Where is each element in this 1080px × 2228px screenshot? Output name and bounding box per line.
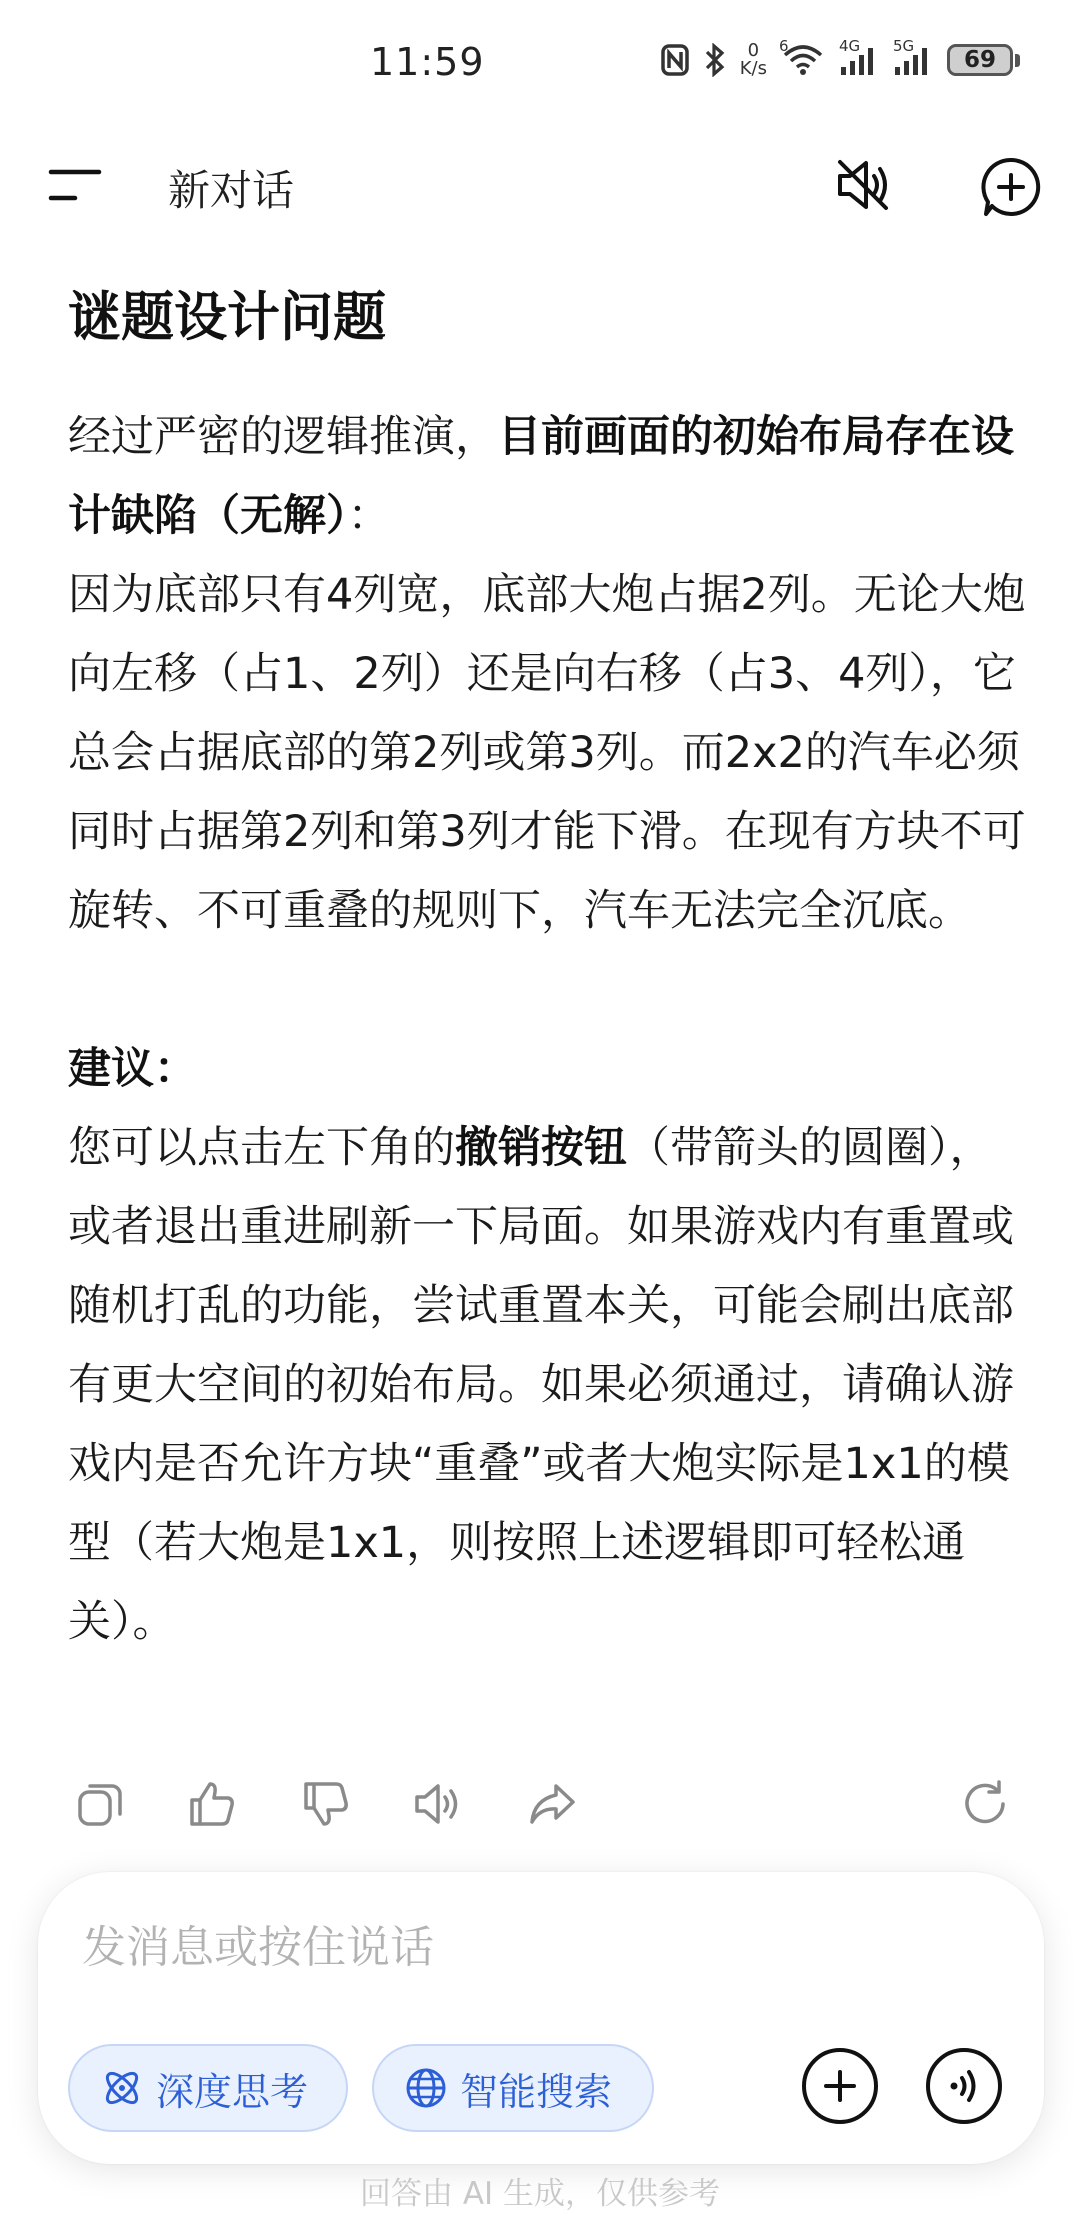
page-title: 新对话 <box>168 166 295 215</box>
atom-icon <box>100 2066 144 2110</box>
message-heading: 谜题设计问题 <box>68 287 386 348</box>
copy-button[interactable] <box>70 1774 130 1834</box>
suggestion-prefix: 您可以点击左下角的 <box>68 1123 455 1173</box>
wifi-label: 6 <box>779 37 789 55</box>
signal-4g-label: 4G <box>839 37 861 55</box>
paragraph-conclusion <box>68 398 1028 556</box>
menu-button[interactable] <box>45 160 105 210</box>
net-speed-value: 0 <box>747 40 760 61</box>
new-chat-icon <box>978 154 1044 220</box>
status-icons <box>660 38 1020 82</box>
share-icon <box>526 1778 578 1830</box>
mute-button[interactable] <box>832 154 894 216</box>
smart-search-button[interactable] <box>372 2044 654 2132</box>
plus-icon <box>820 2066 860 2106</box>
deep-think-button[interactable] <box>68 2044 348 2132</box>
smart-search-label: 智能搜索 <box>460 2069 613 2114</box>
suggestion-suffix: （带箭头的圆圈），或者退出重进刷新一下局面。如果游戏内有重置或随机打乱的功能，尝试重置本关，可能会刷出底部有更大空间的初始布局。如果必须通过，请确认游戏内是否允许方块“重叠”或者大炮实际是1x1的模型（若大炮是1x1，则按照上述逻辑即可轻松通关）。 <box>68 1123 1014 1647</box>
signal-5g-label: 5G <box>893 37 915 55</box>
speaker-muted-icon <box>832 154 894 216</box>
paragraph-gap <box>68 951 1028 1030</box>
read-aloud-icon <box>412 1778 464 1830</box>
paragraph-suggestion <box>68 1109 1028 1662</box>
assistant-message <box>68 282 1028 1662</box>
paragraph-reason: 因为底部只有4列宽，底部大炮占据2列。无论大炮向左移（占1、2列）还是向右移（占3、4列），它总会占据底部的第2列或第3列。而2x2的汽车必须同时占据第2列和第3列才能下滑。在现有方块不可旋转、不可重叠的规则下，汽车无法完全沉底。 <box>68 570 1026 936</box>
dislike-button[interactable] <box>296 1774 356 1834</box>
signal-5g-icon <box>893 37 933 77</box>
status-time: 11:59 <box>370 40 485 84</box>
like-button[interactable] <box>182 1774 242 1834</box>
thumbs-up-icon <box>186 1778 238 1830</box>
battery-level: 69 <box>947 44 1013 76</box>
message-input[interactable] <box>82 1912 982 1982</box>
net-speed-unit: K/s <box>739 58 767 79</box>
regenerate-icon <box>959 1778 1011 1830</box>
globe-icon <box>404 2066 448 2110</box>
bluetooth-icon <box>704 43 726 77</box>
add-attachment-button[interactable] <box>802 2048 878 2124</box>
battery-icon <box>947 44 1020 76</box>
suggestion-label: 建议： <box>68 1044 197 1094</box>
battery-cap <box>1015 54 1020 67</box>
status-bar <box>0 0 1080 120</box>
net-speed <box>740 42 767 78</box>
regenerate-button[interactable] <box>955 1774 1015 1834</box>
voice-wave-icon <box>942 2064 986 2108</box>
deep-think-label: 深度思考 <box>156 2069 309 2114</box>
new-chat-button[interactable] <box>978 154 1044 220</box>
thumbs-down-icon <box>300 1778 352 1830</box>
read-aloud-button[interactable] <box>408 1774 468 1834</box>
conclusion-suffix: ： <box>347 491 391 541</box>
copy-icon <box>74 1778 126 1830</box>
conclusion-prefix: 经过严密的逻辑推演， <box>68 412 498 462</box>
message-actions <box>0 1770 1080 1840</box>
conclusion-bold: 目前画面的初始布局存在设计缺陷（无解） <box>68 412 1014 541</box>
share-button[interactable] <box>522 1774 582 1834</box>
composer <box>38 1872 1044 2164</box>
nfc-icon <box>660 43 690 77</box>
wifi-icon <box>779 37 825 77</box>
top-app-bar <box>0 140 1080 230</box>
suggestion-bold: 撤销按钮 <box>455 1123 627 1173</box>
signal-4g-icon <box>839 37 879 77</box>
voice-call-button[interactable] <box>926 2048 1002 2124</box>
ai-disclaimer: 回答由 AI 生成，仅供参考 <box>359 2176 721 2212</box>
menu-icon <box>45 160 105 210</box>
